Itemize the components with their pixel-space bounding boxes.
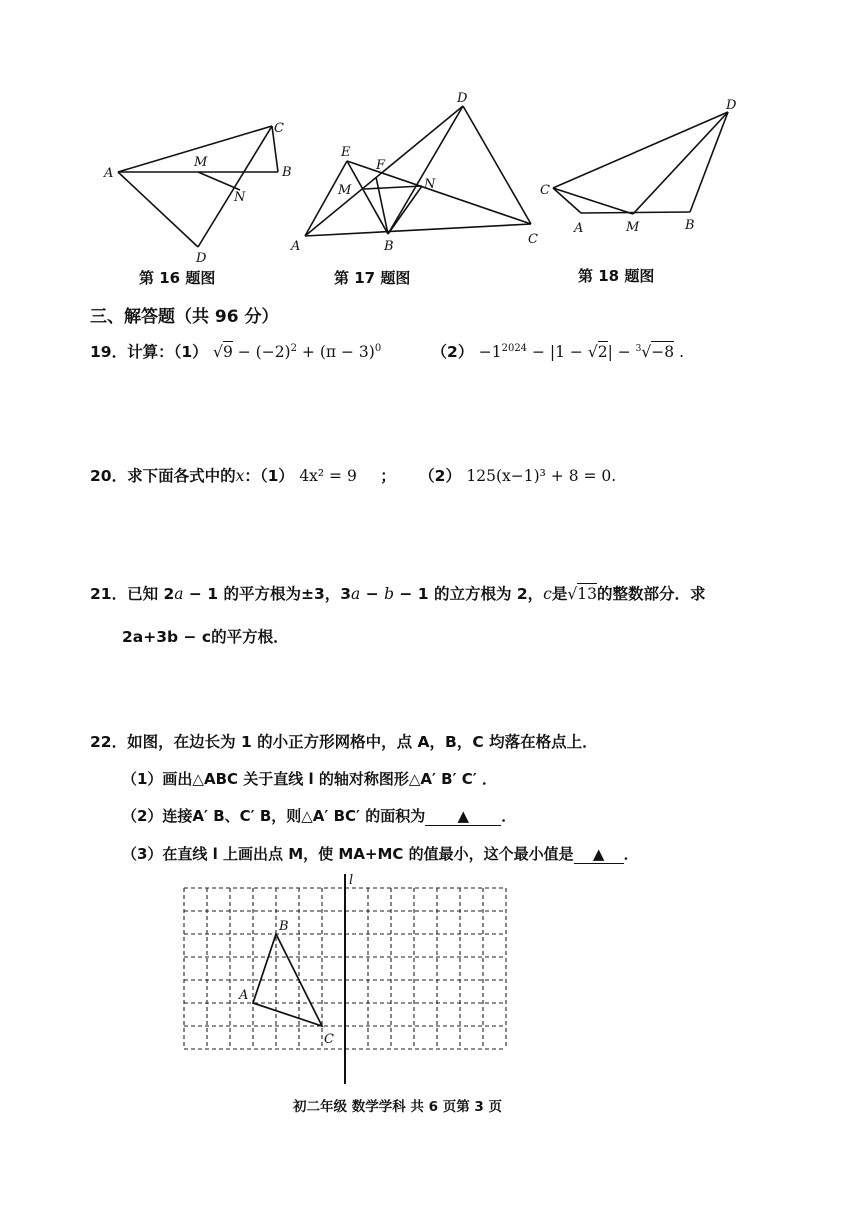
q21-text-e: 是 — [551, 585, 568, 603]
q22-number: 22． — [90, 733, 128, 751]
question-19 — [90, 340, 684, 362]
fig18-segment-CD — [553, 112, 728, 188]
fig16-label-N: N — [234, 190, 246, 205]
fig18-segment-BD — [690, 112, 728, 212]
q20-colon: ： — [244, 467, 260, 485]
fig18-segment-MD — [633, 112, 728, 214]
q21-number: 21． — [90, 585, 128, 603]
q20-separator: ； — [380, 467, 396, 485]
fig17-segment-FB — [376, 177, 388, 234]
q22-stem: 如图，在边长为 1 的小正方形网格中，点 A，B，C 均落在格点上． — [127, 733, 598, 751]
q20-part2-label: （2） — [419, 467, 461, 485]
q22-s2-end: ． — [501, 807, 517, 825]
fig17-label-A: A — [291, 239, 301, 254]
question-20 — [90, 464, 616, 486]
grid-label-C: C — [324, 1032, 334, 1047]
q19-part2-label: （2） — [431, 343, 474, 361]
fig17-segment-BN — [388, 186, 422, 234]
q22-s3-end: ． — [623, 845, 639, 863]
fig16-label-D: D — [196, 251, 207, 266]
fig17-label-F: F — [376, 158, 386, 173]
figure-16 — [100, 110, 300, 270]
grid-label-A: A — [239, 988, 249, 1003]
fig17-label-E: E — [341, 145, 351, 160]
fig16-caption: 第 16 题图 — [139, 269, 216, 287]
q22-grid-figure — [170, 868, 530, 1088]
question-22-stem — [90, 730, 598, 752]
q21-text-c: − — [360, 585, 385, 603]
fig17-segment-DC — [463, 106, 531, 224]
fig17-label-D: D — [457, 91, 468, 106]
fig16-segment-AD — [118, 172, 198, 247]
fig17-segment-EC — [347, 161, 531, 224]
fig18-label-C: C — [540, 183, 550, 198]
q21-line-2: 2a+3b − c的平方根． — [122, 628, 289, 646]
fig17-caption: 第 17 题图 — [334, 269, 411, 287]
fig17-label-B: B — [384, 239, 394, 254]
fig18-label-B: B — [685, 218, 695, 233]
fig16-label-B: B — [282, 165, 292, 180]
q20-equation-1: 4x² = 9 — [299, 467, 357, 485]
figure-18 — [535, 92, 750, 242]
fig18-segment-CM — [553, 188, 633, 214]
q20-part1-label: （1） — [259, 467, 294, 485]
q19-expression-1: $√9 - (-2)^2 + (\pi - 3)^0$ — [213, 342, 382, 361]
grid-label-l: l — [349, 873, 354, 888]
q20-equation-2: 125(x−1)³ + 8 = 0. — [466, 467, 617, 485]
q21-radicand: 13 — [577, 585, 597, 603]
fig16-label-M: M — [194, 155, 208, 170]
fig18-label-M: M — [626, 220, 640, 235]
q22-s2-answer-blank[interactable]: ▲ — [425, 807, 501, 826]
figure-17 — [285, 88, 555, 260]
question-21: 21．已知 2a − 1 的平方根为±3，3a − b − 1 的立方根为 2，c是√13的整数部分．求 — [90, 585, 706, 603]
q19-number: 19． — [90, 343, 128, 361]
q22-s3-answer-blank[interactable]: ▲ — [574, 845, 624, 864]
q21-text-b: − 1 的平方根为±3，3 — [183, 585, 352, 603]
q19-exp-zero: 0 — [374, 342, 382, 354]
q21-radical: √13 — [567, 585, 597, 603]
q19-exp-2024: 2024 — [501, 342, 528, 354]
fig18-label-D: D — [726, 98, 737, 113]
fig18-caption: 第 18 题图 — [578, 267, 655, 285]
q22-s2-text: （2）连接A′ B、C′ B，则△A′ BC′ 的面积为 — [122, 807, 426, 825]
q22-s3-text: （3）在直线 l 上画出点 M，使 MA+MC 的值最小，这个最小值是 — [122, 845, 574, 863]
fig16-segment-MN — [198, 172, 240, 190]
fig18-label-A: A — [574, 221, 584, 236]
section-title: 三、解答题（共 96 分） — [90, 307, 279, 327]
fig17-segment-AC — [305, 224, 531, 236]
fig16-label-C: C — [274, 121, 284, 136]
fig16-label-A: A — [104, 166, 114, 181]
fig17-label-M: M — [338, 183, 352, 198]
fig17-segment-AE — [305, 161, 347, 236]
fig17-label-N: N — [424, 177, 436, 192]
q19-expression-2: $-1^{2024} - |1 - √2| - ^3√-8$ . — [478, 342, 684, 361]
q20-lead: 求下面各式中的 — [127, 467, 236, 485]
q20-variable: x — [235, 467, 245, 485]
q19-part1-label: （1） — [173, 343, 208, 361]
q19-exp-square: 2 — [290, 342, 297, 354]
fig17-segment-BD — [388, 106, 463, 234]
q21-text-a: 已知 2 — [127, 585, 175, 603]
q22-subquestion-1: （1）画出△ABC 关于直线 l 的轴对称图形△A′ B′ C′ ． — [122, 770, 497, 788]
fig17-label-C: C — [528, 232, 538, 247]
q21-text-f: 的整数部分．求 — [597, 585, 706, 603]
q22-subquestion-2 — [122, 805, 516, 826]
q20-number: 20． — [90, 467, 128, 485]
page-footer: 初二年级 数学学科 共 6 页第 3 页 — [293, 1099, 502, 1115]
q22-subquestion-3 — [122, 843, 639, 864]
q21-text-d: − 1 的立方根为 2， — [394, 585, 544, 603]
q19-lead: 计算： — [127, 343, 174, 361]
fig17-segment-MN — [364, 186, 422, 189]
grid-label-B: B — [279, 919, 289, 934]
